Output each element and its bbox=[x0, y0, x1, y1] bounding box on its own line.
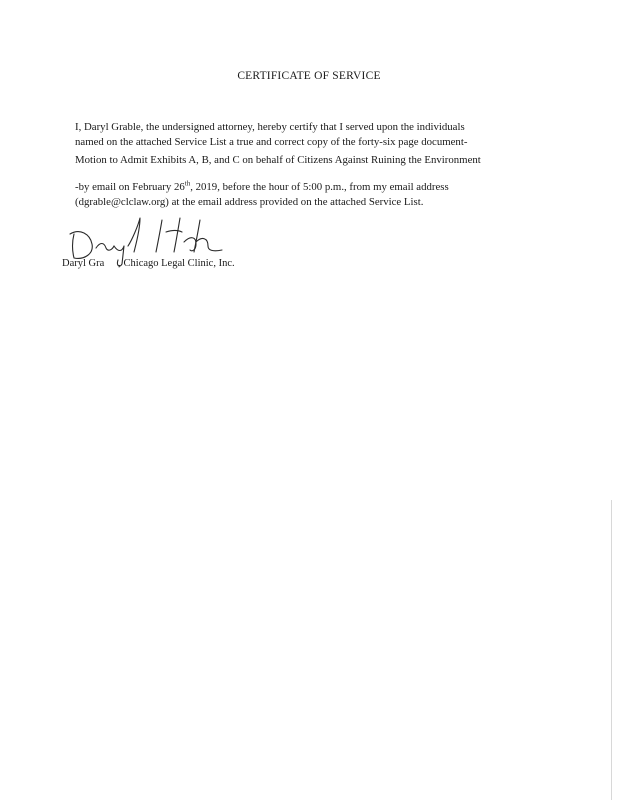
date-text-suffix: , 2019, before the hour of 5:00 p.m., from my email address bbox=[190, 181, 449, 193]
paragraph-line: named on the attached Service List a true and correct copy of the forty-six page document- bbox=[75, 136, 468, 148]
date-text-prefix: -by email on February 26 bbox=[75, 181, 185, 193]
signature-name-line bbox=[62, 258, 235, 269]
paragraph-line: (dgrable@clclaw.org) at the email address provided on the attached Service List. bbox=[75, 196, 424, 208]
signer-name: Daryl Gra bbox=[62, 258, 105, 269]
certification-paragraph bbox=[75, 120, 467, 150]
service-method-paragraph bbox=[75, 180, 449, 210]
ordinal-suffix: th bbox=[184, 179, 191, 188]
scan-edge-line bbox=[611, 500, 612, 800]
paragraph-line: I, Daryl Grable, the undersigned attorney, hereby certify that I served upon the individuals bbox=[75, 121, 465, 133]
signer-affiliation: , Chicago Legal Clinic, Inc. bbox=[118, 258, 235, 269]
document-title: CERTIFICATE OF SERVICE bbox=[237, 70, 381, 82]
document-description-paragraph bbox=[75, 153, 481, 168]
paragraph-line bbox=[75, 180, 449, 195]
paragraph-line: Motion to Admit Exhibits A, B, and C on behalf of Citizens Against Ruining the Environment bbox=[75, 154, 481, 166]
